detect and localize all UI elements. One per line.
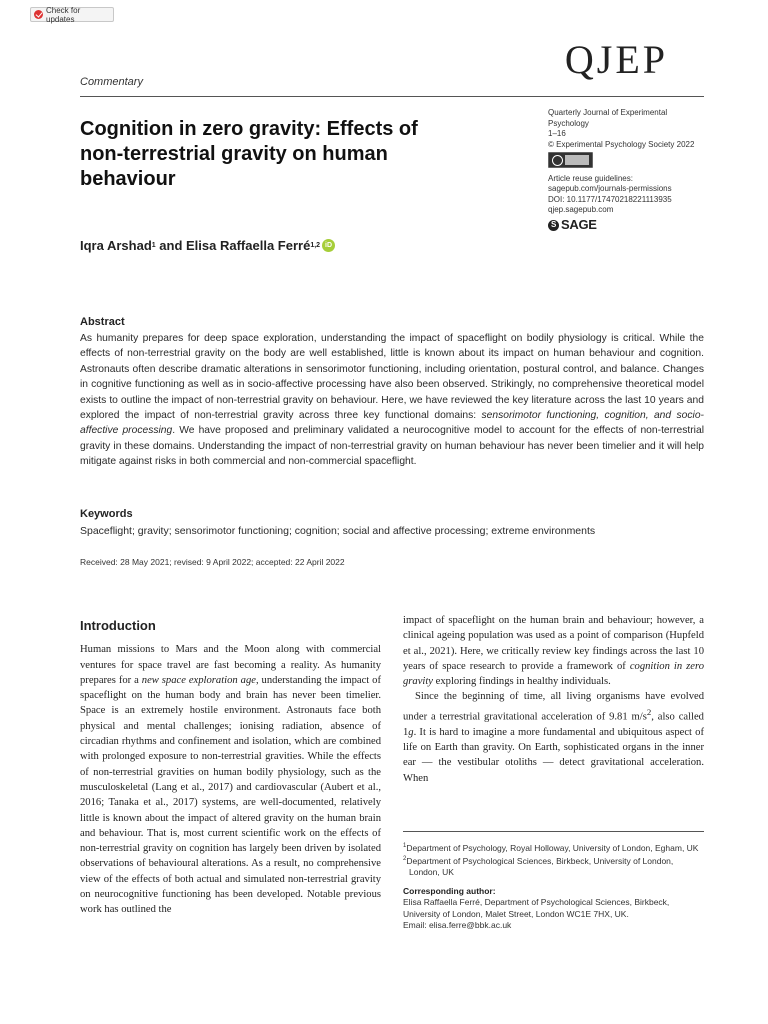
corresponding-author-email[interactable]: Email: elisa.ferre@bbk.ac.uk bbox=[403, 919, 512, 930]
abstract-body bbox=[80, 331, 704, 470]
intro-paragraph-2 bbox=[403, 689, 704, 785]
intro-text: exploring findings in healthy individuals. bbox=[433, 676, 611, 688]
intro-paragraph-1-continued bbox=[403, 613, 704, 689]
body-column-right bbox=[403, 613, 704, 786]
sage-logo-icon: S bbox=[548, 220, 559, 231]
footnotes bbox=[403, 841, 704, 931]
journal-site-link[interactable]: qjep.sagepub.com bbox=[548, 205, 614, 214]
intro-text: impact of spaceflight on the human brain and behaviour; however, a clinical ageing population was used as a point of comparison (Hupfeld et al., 2021). Here, we critically review key findings across the last 10 years of space research to provide a framework of bbox=[403, 615, 704, 672]
abstract-text-2: . We have proposed and preliminary validated a neurocognitive model to account for the effects of non-terrestrial gravity in these domains. Understanding the impact of non-terrestrial gravity on human behaviour has never been timelier and it will help mitigate against risks in both commercial and non-commercial spaceflight. bbox=[80, 425, 704, 468]
page-range: 1–16 bbox=[548, 129, 566, 138]
author-joiner: and bbox=[155, 238, 187, 253]
orcid-icon[interactable]: iD bbox=[322, 239, 335, 252]
copyright-line: © Experimental Psychology Society 2022 bbox=[548, 139, 695, 149]
abstract-text-1: As humanity prepares for deep space exploration, understanding the impact of spaceflight on bodily physiology is critical. While the effects of non-terrestrial gravity on the body are well established, little is known about its impact on human behaviour and cognition. Astronauts often describe dramatic alterations in sensorimotor functioning, including orientation, postural control, and balance. Changes in cognitive functioning as well as in socio-affective processing have also been observed. Strikingly, no comprehensive theoretical model exists to outline the impact of non-terrestrial gravity on behaviour. Here, we have reviewed the key literature across the last 10 years and explored the impact of non-terrestrial gravity across three key functional domains: bbox=[80, 333, 704, 422]
intro-italic: cognition in zero gravity bbox=[403, 660, 705, 688]
abstract-heading: Abstract bbox=[80, 316, 125, 328]
footnote-marker: 2 bbox=[403, 856, 407, 863]
reuse-link[interactable]: sagepub.com/journals-permissions bbox=[548, 184, 672, 193]
introduction-heading: Introduction bbox=[80, 618, 156, 633]
corresponding-author-address: Elisa Raffaella Ferré, Department of Psychological Sciences, Birkbeck, University of London, Malet Street, London WC1E 7HX, UK. bbox=[403, 897, 670, 919]
intro-italic: new space exploration age bbox=[141, 674, 256, 686]
publisher-logo bbox=[548, 216, 718, 232]
check-for-updates-label: Check for updates bbox=[46, 5, 81, 24]
publisher-name: SAGE bbox=[561, 216, 597, 232]
intro-text: Human missions to Mars and the Moon along with commercial ventures for space travel are fast becoming a reality. As humanity prepares for a bbox=[80, 644, 381, 686]
author-1: Iqra Arshad bbox=[80, 238, 152, 253]
journal-name-line2: Psychology bbox=[548, 118, 589, 128]
check-for-updates-button[interactable] bbox=[30, 7, 114, 22]
author-line bbox=[80, 238, 335, 253]
intro-text: Since the beginning of time, all living organisms have evolved under a terrestrial gravitational acceleration of 9.81 m/s bbox=[403, 691, 704, 723]
intro-text: , understanding the impact of spaceflight on the human body and brain has never been timelier. Space is an extremely hostile environment. Astronauts face both physical and mental challenges; ionising radiation, absence of circadian rhythms and confinement and isolation, which are combined with prolonged exposure to non-terrestrial gravities. While the effects of non-terrestrial gravities on human bodily physiology, such as the musculoskeletal (Lang et al., 2017) and cardiovascular (Aubert et al., 2016; Tanaka et al., 2017) systems, are well-documented, relatively little is known about the impact of altered gravity on the human brain and behaviour. That is, most current scientific work on the effects of non-terrestrial gravity on cognition has largely been driven by isolated observations of behavioural alterations. As a result, no comprehensive view of the effects of both actual and simulated non-terrestrial gravity on neurocognitive functioning has been developed. Notable previous work has outlined the bbox=[80, 674, 381, 916]
author-2: Elisa Raffaella Ferré bbox=[186, 238, 311, 253]
intro-text: , also called 1 bbox=[403, 711, 704, 738]
intro-text: . It is hard to imagine a more fundamental and ubiquitous aspect of life on Earth than gravity. On Earth, sophisticated organs in the inner ear — the vestibular otoliths — detect gravitational acceleration. When bbox=[403, 726, 704, 784]
section-label: Commentary bbox=[80, 76, 143, 88]
intro-paragraph-1 bbox=[80, 642, 381, 917]
keywords-list: Spaceflight; gravity; sensorimotor functioning; cognition; social and affective processing; extreme environments bbox=[80, 525, 596, 537]
journal-meta bbox=[548, 108, 718, 231]
abstract-text-italic: sensorimotor functioning, cognition, and socio-affective processing bbox=[80, 410, 704, 437]
author-1-affiliation: 1 bbox=[151, 242, 156, 249]
creative-commons-license-icon[interactable] bbox=[548, 152, 593, 168]
affiliation-footnote-1 bbox=[403, 841, 704, 854]
doi-line[interactable]: DOI: 10.1177/17470218221113935 bbox=[548, 194, 672, 204]
reuse-label: Article reuse guidelines: bbox=[548, 173, 633, 183]
affiliation-footnote-2 bbox=[403, 854, 704, 878]
footnote-marker: 1 bbox=[403, 843, 407, 849]
header-divider bbox=[80, 96, 704, 97]
journal-name-line1: Quarterly Journal of Experimental bbox=[548, 108, 668, 117]
journal-logo: QJEP bbox=[564, 37, 668, 82]
body-column-left bbox=[80, 618, 381, 918]
intro-superscript: 2 bbox=[646, 706, 652, 717]
check-updates-icon bbox=[34, 10, 43, 19]
intro-italic: g bbox=[408, 726, 414, 738]
footnote-divider bbox=[403, 831, 704, 832]
footnote-text: Department of Psychological Sciences, Birkbeck, University of London, London, UK bbox=[406, 855, 674, 878]
corresponding-author-heading: Corresponding author: bbox=[403, 886, 496, 897]
article-title: Cognition in zero gravity: Effects of non-terrestrial gravity on human behaviour bbox=[80, 118, 418, 190]
author-2-affiliation: 1,2 bbox=[310, 242, 321, 249]
keywords-heading: Keywords bbox=[80, 508, 133, 520]
footnote-text: Department of Psychology, Royal Holloway, University of London, Egham, UK bbox=[406, 842, 699, 853]
received-dates: Received: 28 May 2021; revised: 9 April 2022; accepted: 22 April 2022 bbox=[80, 557, 345, 567]
